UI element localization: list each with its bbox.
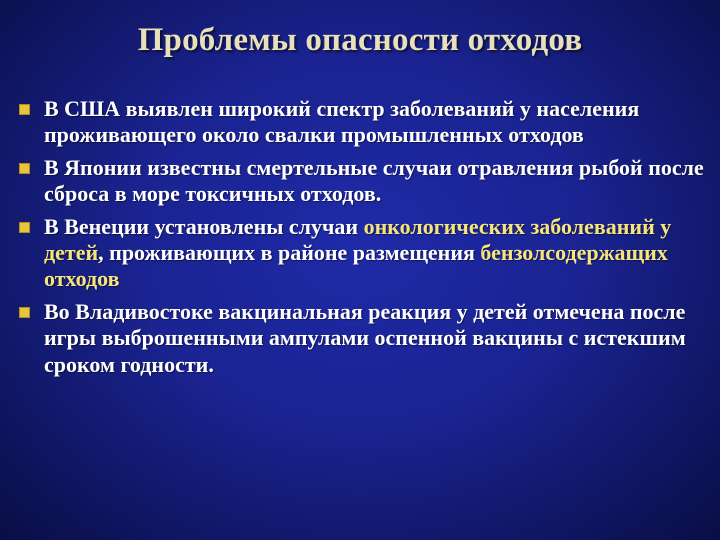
square-bullet-icon: [19, 163, 30, 174]
square-bullet-icon: [19, 307, 30, 318]
bullet-text: В Японии известны смертельные случаи отравления рыбой после сброса в море токсичных отходов.: [44, 154, 704, 207]
bullet-highlight-text: онкологических заболеваний у детей: [44, 213, 672, 266]
bullet-text: В США выявлен широкий спектр заболеваний у населения проживающего около свалки промышленных отходов: [44, 96, 640, 148]
bullet-item-japan: [18, 155, 708, 208]
bullet-text: , проживающих в районе размещения: [98, 240, 481, 266]
bullet-item-vladivostok: [18, 299, 708, 378]
bullet-list: [18, 96, 708, 384]
bullet-item-venice: [18, 214, 708, 293]
bullet-text: Во Владивостоке вакцинальная реакция у детей отмечена после игры выброшенными ампулами оспенной вакцины с истекшим сроком годности.: [44, 298, 686, 377]
square-bullet-icon: [19, 222, 30, 233]
bullet-text: В Венеции установлены случаи: [44, 213, 364, 239]
bullet-item-usa: [18, 96, 708, 149]
square-bullet-icon: [19, 104, 30, 115]
slide-title: Проблемы опасности отходов: [137, 22, 583, 58]
bullet-highlight-text: бензолсодержащих отходов: [44, 240, 668, 292]
